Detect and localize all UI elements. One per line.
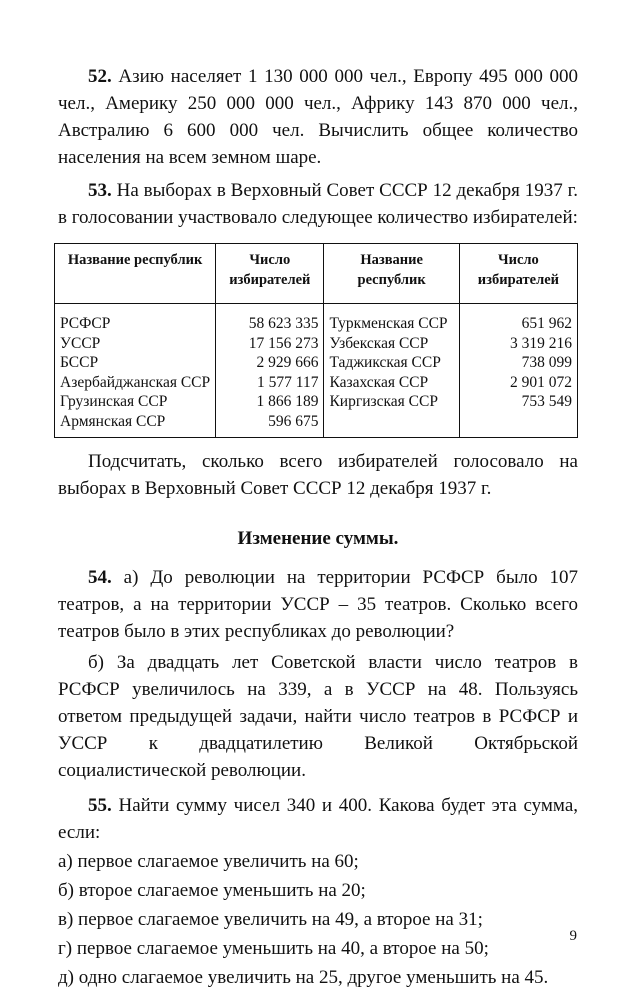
voters-count: 17 156 273 xyxy=(216,334,324,354)
voters-count: 738 099 xyxy=(459,353,577,373)
table-row xyxy=(55,304,578,334)
republic-name: Таджикская ССР xyxy=(324,353,459,373)
voters-count: 2 901 072 xyxy=(459,373,577,393)
table-row xyxy=(55,392,578,412)
problem-54a-text: а) До революции на территории РСФСР было 107 театров, а на территории УССР – 35 театров. Сколько всего театров было в этих республиках до революции? xyxy=(58,567,578,642)
republic-name: Казахская ССР xyxy=(324,373,459,393)
problem-55 xyxy=(58,792,578,846)
voters-count: 1 866 189 xyxy=(216,392,324,412)
republic-name: УССР xyxy=(55,334,216,354)
problem-53 xyxy=(58,177,578,231)
voters-count: 3 319 216 xyxy=(459,334,577,354)
voters-count xyxy=(459,412,577,438)
problem-54-number: 54. xyxy=(88,567,112,588)
republic-name: Армянская ССР xyxy=(55,412,216,438)
republic-name: Грузинская ССР xyxy=(55,392,216,412)
page-number: 9 xyxy=(569,928,577,944)
list-item: в) первое слагаемое увеличить на 49, а второе на 31; xyxy=(58,909,483,930)
republic-name: Киргизская ССР xyxy=(324,392,459,412)
problem-53-text: На выборах в Верховный Совет СССР 12 декабря 1937 г. в голосовании участвовало следующее количество избирателей: xyxy=(58,180,578,228)
voters-count: 651 962 xyxy=(459,304,577,334)
republic-name xyxy=(324,412,459,438)
republic-name: Азербайджанская ССР xyxy=(55,373,216,393)
republic-name: РСФСР xyxy=(55,304,216,334)
problem-53-number: 53. xyxy=(88,180,112,201)
republic-name: БССР xyxy=(55,353,216,373)
voters-table xyxy=(54,243,578,438)
list-item: б) второе слагаемое уменьшить на 20; xyxy=(58,880,366,901)
problem-55-number: 55. xyxy=(88,795,112,816)
voters-count: 753 549 xyxy=(459,392,577,412)
republic-name: Туркменская ССР xyxy=(324,304,459,334)
problem-52-text: Азию населяет 1 130 000 000 чел., Европу 495 000 000 чел., Америку 250 000 000 чел., Африку 143 870 000 чел., Австралию 6 600 000 чел. Вычислить общее количество населения на всем земном шаре. xyxy=(58,66,578,168)
table-row xyxy=(55,412,578,438)
republic-name: Узбекская ССР xyxy=(324,334,459,354)
table-header-row xyxy=(55,244,578,304)
list-item: д) одно слагаемое увеличить на 25, другое уменьшить на 45. xyxy=(58,967,549,988)
count-question: Подсчитать, сколько всего избирателей голосовало на выборах в Верховный Совет СССР 12 декабря 1937 г. xyxy=(58,451,578,499)
problem-54a xyxy=(58,564,578,645)
header-republic-name-2: Название республик xyxy=(324,244,459,304)
problem-55-text: Найти сумму чисел 340 и 400. Какова будет эта сумма, если: xyxy=(58,795,578,843)
table-row xyxy=(55,373,578,393)
list-item: г) первое слагаемое уменьшить на 40, а второе на 50; xyxy=(58,938,489,959)
page-body xyxy=(58,52,578,991)
voters-count: 1 577 117 xyxy=(216,373,324,393)
voters-count: 58 623 335 xyxy=(216,304,324,334)
header-voters-count-1: Число избирателей xyxy=(216,244,324,304)
problem-52 xyxy=(58,63,578,171)
header-voters-count-2: Число избирателей xyxy=(459,244,577,304)
problem-54b: б) За двадцать лет Советской власти число театров в РСФСР увеличилось на 339, а в УССР на 48. Пользуясь ответом предыдущей задачи, найти число театров в РСФСР и УССР к двадцатилетию Великой Октябрьской социалистической революции. xyxy=(58,652,578,781)
header-republic-name-1: Название республик xyxy=(55,244,216,304)
voters-count: 596 675 xyxy=(216,412,324,438)
table-row xyxy=(55,353,578,373)
problem-52-number: 52. xyxy=(88,66,112,87)
problem-55-items xyxy=(58,848,578,991)
list-item: а) первое слагаемое увеличить на 60; xyxy=(58,851,359,872)
section-title: Изменение суммы. xyxy=(237,528,399,549)
voters-count: 2 929 666 xyxy=(216,353,324,373)
table-row xyxy=(55,334,578,354)
